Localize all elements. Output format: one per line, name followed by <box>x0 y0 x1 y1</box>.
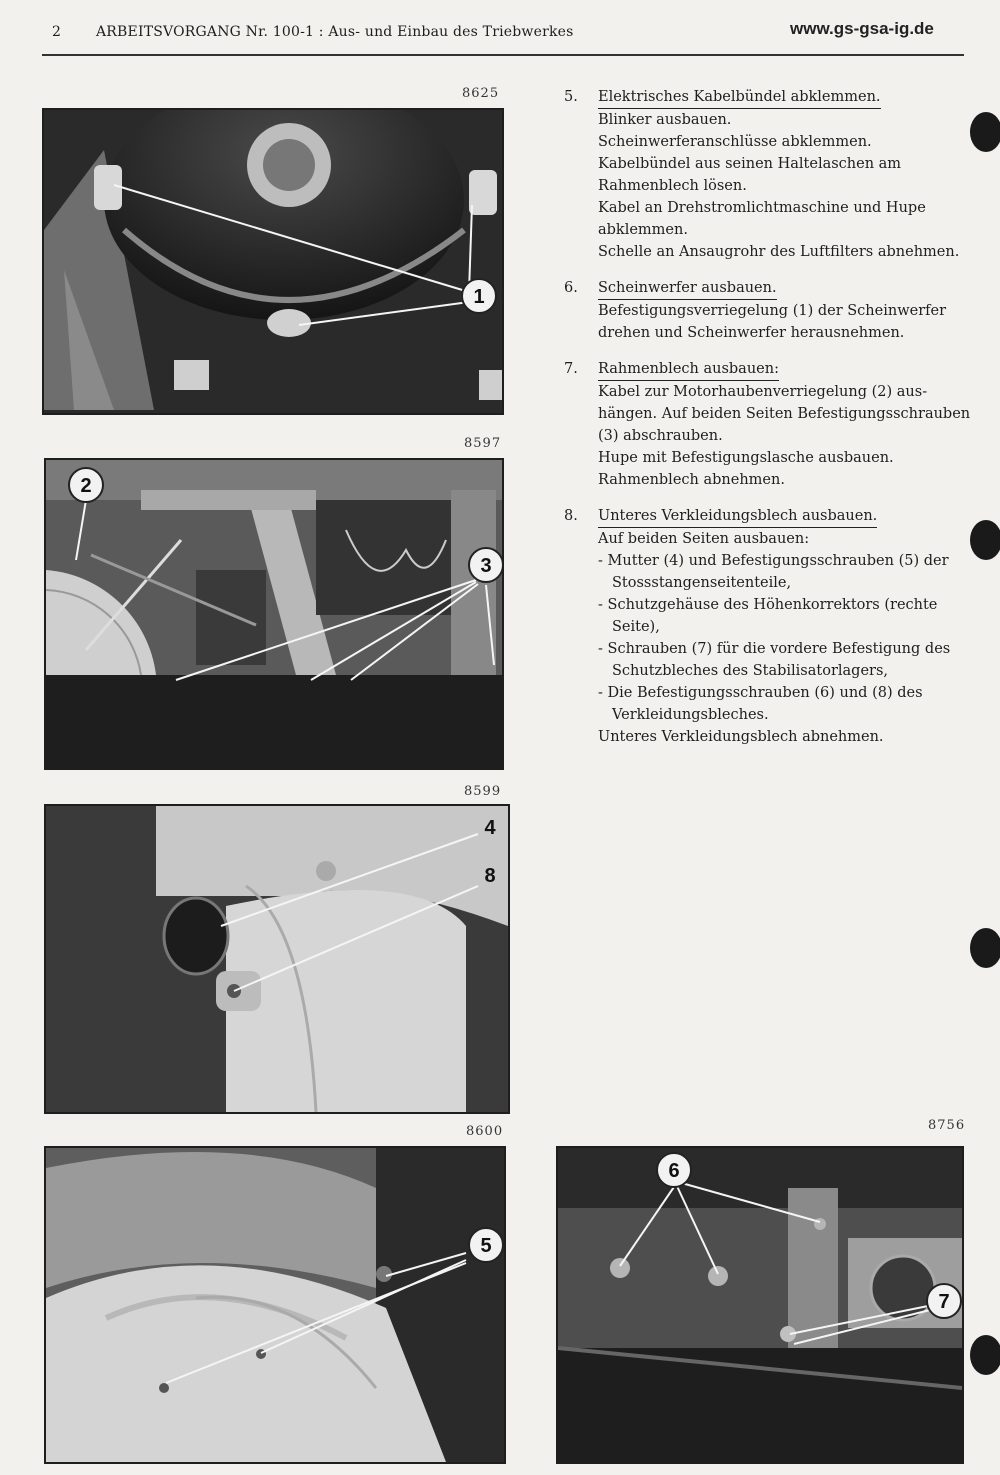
photo-number: 8756 <box>928 1118 966 1133</box>
step-number: 6. <box>564 280 578 296</box>
step-bullet: - Schrauben (7) für die vordere Befestigung des Schutzbleches des Stabilisatorlagers, <box>598 641 951 679</box>
photo-number: 8597 <box>464 436 502 451</box>
step-line: Hupe mit Befestigungslasche ausbauen. <box>598 450 894 466</box>
header-rule <box>42 54 964 56</box>
step-heading: Scheinwerfer ausbauen. <box>598 278 777 300</box>
step-line: (3) abschrauben. <box>598 428 723 444</box>
step-line: Kabelbündel aus seinen Haltelaschen am <box>598 156 902 172</box>
step-7 <box>560 358 980 491</box>
step-line: Scheinwerferanschlüsse abklemmen. <box>598 134 872 150</box>
photo-headlight <box>42 108 504 415</box>
page-number: 2 <box>52 24 61 40</box>
step-line: Unteres Verkleidungsblech abnehmen. <box>598 729 884 745</box>
callout-label: 2 <box>80 475 92 497</box>
photo-number: 8600 <box>466 1124 504 1139</box>
photo-stabilizer-mount <box>556 1146 964 1464</box>
step-bullet: - Schutzgehäuse des Höhenkorrektors (rechte Seite), <box>598 597 938 635</box>
photo-number: 8625 <box>462 86 500 101</box>
step-line: Blinker ausbauen. <box>598 112 732 128</box>
step-line: Rahmenblech lösen. <box>598 178 747 194</box>
punch-hole <box>970 1335 1000 1375</box>
step-line: drehen und Scheinwerfer herausnehmen. <box>598 325 905 341</box>
callout-label: 1 <box>473 286 485 308</box>
page-header <box>0 0 1000 60</box>
callout-label: 7 <box>938 1291 950 1313</box>
step-line: abklemmen. <box>598 222 688 238</box>
step-8 <box>560 505 980 748</box>
callout-label: 4 <box>484 817 496 839</box>
callout-label: 5 <box>480 1235 492 1257</box>
step-heading: Unteres Verkleidungsblech ausbauen. <box>598 506 877 528</box>
punch-hole <box>970 112 1000 152</box>
step-line: Kabel an Drehstromlichtmaschine und Hupe <box>598 200 926 216</box>
punch-hole <box>970 928 1000 968</box>
page-title: ARBEITSVORGANG Nr. 100-1 : Aus- und Einbau des Triebwerkes <box>96 24 574 40</box>
step-line: hängen. Auf beiden Seiten Befestigungsschrauben <box>598 406 971 422</box>
step-number: 5. <box>564 89 578 105</box>
instruction-steps <box>560 86 980 762</box>
photo-bumper-side <box>44 804 510 1114</box>
step-bullet: - Die Befestigungsschrauben (6) und (8) des Verkleidungsbleches. <box>598 685 923 723</box>
callout-label: 8 <box>484 865 496 887</box>
photo-number: 8599 <box>464 784 502 799</box>
step-number: 8. <box>564 508 578 524</box>
punch-hole <box>970 520 1000 560</box>
callout-label: 6 <box>668 1160 680 1182</box>
step-line: Kabel zur Motorhaubenverriegelung (2) aus- <box>598 384 928 400</box>
step-line: Auf beiden Seiten ausbauen: <box>598 531 810 547</box>
photo-bumper-front <box>44 1146 506 1464</box>
step-heading: Elektrisches Kabelbündel abklemmen. <box>598 87 881 109</box>
step-heading: Rahmenblech ausbauen: <box>598 359 779 381</box>
step-number: 7. <box>564 361 578 377</box>
step-line: Schelle an Ansaugrohr des Luftfilters abnehmen. <box>598 244 960 260</box>
step-6 <box>560 277 980 344</box>
photo-frame-panel <box>44 458 504 770</box>
step-5 <box>560 86 980 263</box>
callout-label: 3 <box>480 555 492 577</box>
site-url-watermark: www.gs-gsa-ig.de <box>790 19 934 38</box>
step-line: Rahmenblech abnehmen. <box>598 472 785 488</box>
step-bullet: - Mutter (4) und Befestigungsschrauben (5) der Stossstangenseitenteile, <box>598 553 949 591</box>
step-line: Befestigungsverriegelung (1) der Scheinwerfer <box>598 303 946 319</box>
